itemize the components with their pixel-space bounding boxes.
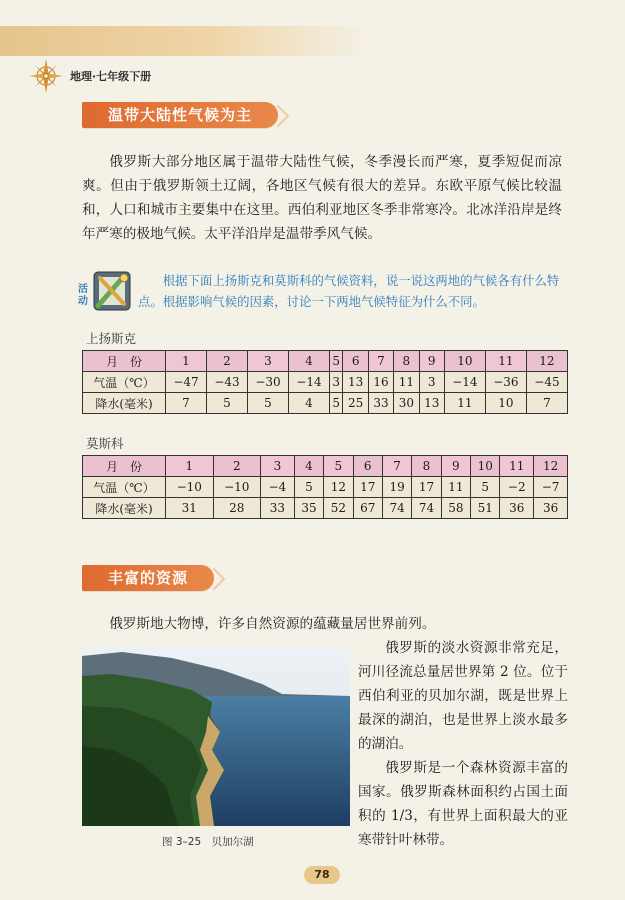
row-header: 月 份: [83, 351, 166, 372]
photo-caption: 图 3–25 贝加尔湖: [162, 836, 254, 848]
table-cell: 5: [294, 477, 323, 498]
table-cell: 13: [343, 372, 368, 393]
table-cell: 2: [207, 351, 248, 372]
row-header: 气温（℃）: [83, 477, 166, 498]
forest-paragraph: 俄罗斯是一个森林资源丰富的国家。俄罗斯森林面积约占国土面积的 1/3，有世界上面积最大的亚寒带针叶林带。: [358, 760, 568, 848]
table-cell: 36: [534, 498, 568, 519]
table-cell: −10: [166, 477, 214, 498]
section-title-climate: 温带大陆性气候为主: [82, 102, 278, 128]
table-cell: 11: [394, 372, 419, 393]
table-cell: 10: [444, 351, 485, 372]
table-cell: 51: [471, 498, 500, 519]
table-cell: 6: [353, 456, 382, 477]
activity-label: [78, 284, 92, 308]
climate-paragraph: 俄罗斯大部分地区属于温带大陆性气候，冬季漫长而严寒，夏季短促而凉爽。但由于俄罗斯领土辽阔，各地区气候有很大的差异。东欧平原气候比较温和，人口和城市主要集中在这里。西伯利亚地区冬季非常寒冷。北冰洋沿岸是终年严寒的极地气候。太平洋沿岸是温带季风气候。: [82, 154, 562, 242]
table-cell: 67: [353, 498, 382, 519]
table-cell: 12: [324, 477, 353, 498]
table-cell: 4: [289, 393, 330, 414]
table-cell: 4: [294, 456, 323, 477]
table-cell: −43: [207, 372, 248, 393]
row-header: 降水(毫米): [83, 498, 166, 519]
table-row-month: [83, 456, 568, 477]
table-cell: 11: [500, 456, 534, 477]
table-cell: 7: [166, 393, 207, 414]
table-cell: 31: [166, 498, 214, 519]
table-cell: 3: [330, 372, 343, 393]
table-cell: 30: [394, 393, 419, 414]
table-cell: 9: [419, 351, 444, 372]
table-cell: 11: [485, 351, 526, 372]
table-cell: 25: [343, 393, 368, 414]
table-cell: −14: [444, 372, 485, 393]
table-cell: −14: [289, 372, 330, 393]
table-cell: −30: [248, 372, 289, 393]
table-cell: 10: [485, 393, 526, 414]
row-header: 气温（℃）: [83, 372, 166, 393]
table-cell: 3: [261, 456, 295, 477]
table-cell: 2: [213, 456, 261, 477]
header-band: [0, 26, 370, 56]
table-cell: 16: [368, 372, 393, 393]
lake-baikal-photo: [82, 646, 350, 826]
table-cell: −7: [534, 477, 568, 498]
table-cell: 6: [343, 351, 368, 372]
activity-text: 根据下面上扬斯克和莫斯科的气候资料，说一说这两地的气候各有什么特点。根据影响气候的因素，讨论一下两地气候特征为什么不同。: [138, 273, 560, 309]
table-row-temperature: [83, 372, 568, 393]
table-cell: 3: [419, 372, 444, 393]
section-title-resources: 丰富的资源: [82, 565, 214, 591]
table-cell: 9: [441, 456, 470, 477]
table-cell: 3: [248, 351, 289, 372]
table-cell: 12: [526, 351, 567, 372]
row-header: 月 份: [83, 456, 166, 477]
table-cell: 11: [444, 393, 485, 414]
activity-label-bottom: 动: [78, 296, 88, 307]
table-cell: −4: [261, 477, 295, 498]
table-cell: 17: [353, 477, 382, 498]
table-cell: 11: [441, 477, 470, 498]
table-cell: 13: [419, 393, 444, 414]
table-row-temperature: [83, 477, 568, 498]
table-cell: 35: [294, 498, 323, 519]
table-cell: 5: [248, 393, 289, 414]
page-number: 78: [304, 866, 340, 884]
table-cell: 5: [324, 456, 353, 477]
table-cell: 10: [471, 456, 500, 477]
book-title: 地理·七年级下册: [70, 70, 152, 83]
table-cell: 5: [330, 351, 343, 372]
table-cell: 7: [382, 456, 411, 477]
table-cell: 5: [330, 393, 343, 414]
city-label-moscow: 莫斯科: [86, 436, 124, 451]
table-cell: 33: [368, 393, 393, 414]
row-header: 降水(毫米): [83, 393, 166, 414]
city-label-verkhoyansk: 上扬斯克: [86, 331, 137, 346]
table-cell: 8: [394, 351, 419, 372]
freshwater-paragraph: 俄罗斯的淡水资源非常充足，河川径流总量居世界第 2 位。位于西伯利亚的贝加尔湖，既是世界上最深的湖泊，也是世界上淡水最多的湖泊。: [358, 640, 568, 752]
table-cell: 28: [213, 498, 261, 519]
activity-label-top: 活: [78, 284, 88, 295]
table-cell: 52: [324, 498, 353, 519]
table-cell: 33: [261, 498, 295, 519]
table-cell: −10: [213, 477, 261, 498]
table-cell: −47: [166, 372, 207, 393]
table-cell: 1: [166, 456, 214, 477]
table-cell: 5: [207, 393, 248, 414]
table-cell: −45: [526, 372, 567, 393]
table-row-precipitation: [83, 498, 568, 519]
resources-intro: 俄罗斯地大物博，许多自然资源的蕴藏量居世界前列。: [109, 616, 436, 632]
table-cell: 1: [166, 351, 207, 372]
table-cell: 58: [441, 498, 470, 519]
climate-table-moscow: [82, 455, 568, 519]
table-cell: 8: [412, 456, 441, 477]
table-cell: 5: [471, 477, 500, 498]
table-cell: 74: [382, 498, 411, 519]
climate-table-verkhoyansk: [82, 350, 568, 414]
table-cell: 74: [412, 498, 441, 519]
compass-icon: [28, 58, 64, 94]
table-cell: −36: [485, 372, 526, 393]
table-row-precipitation: [83, 393, 568, 414]
table-cell: 36: [500, 498, 534, 519]
table-cell: 19: [382, 477, 411, 498]
table-cell: 12: [534, 456, 568, 477]
table-cell: 7: [368, 351, 393, 372]
table-cell: −2: [500, 477, 534, 498]
table-cell: 7: [526, 393, 567, 414]
table-cell: 4: [289, 351, 330, 372]
table-cell: 17: [412, 477, 441, 498]
table-row-month: [83, 351, 568, 372]
